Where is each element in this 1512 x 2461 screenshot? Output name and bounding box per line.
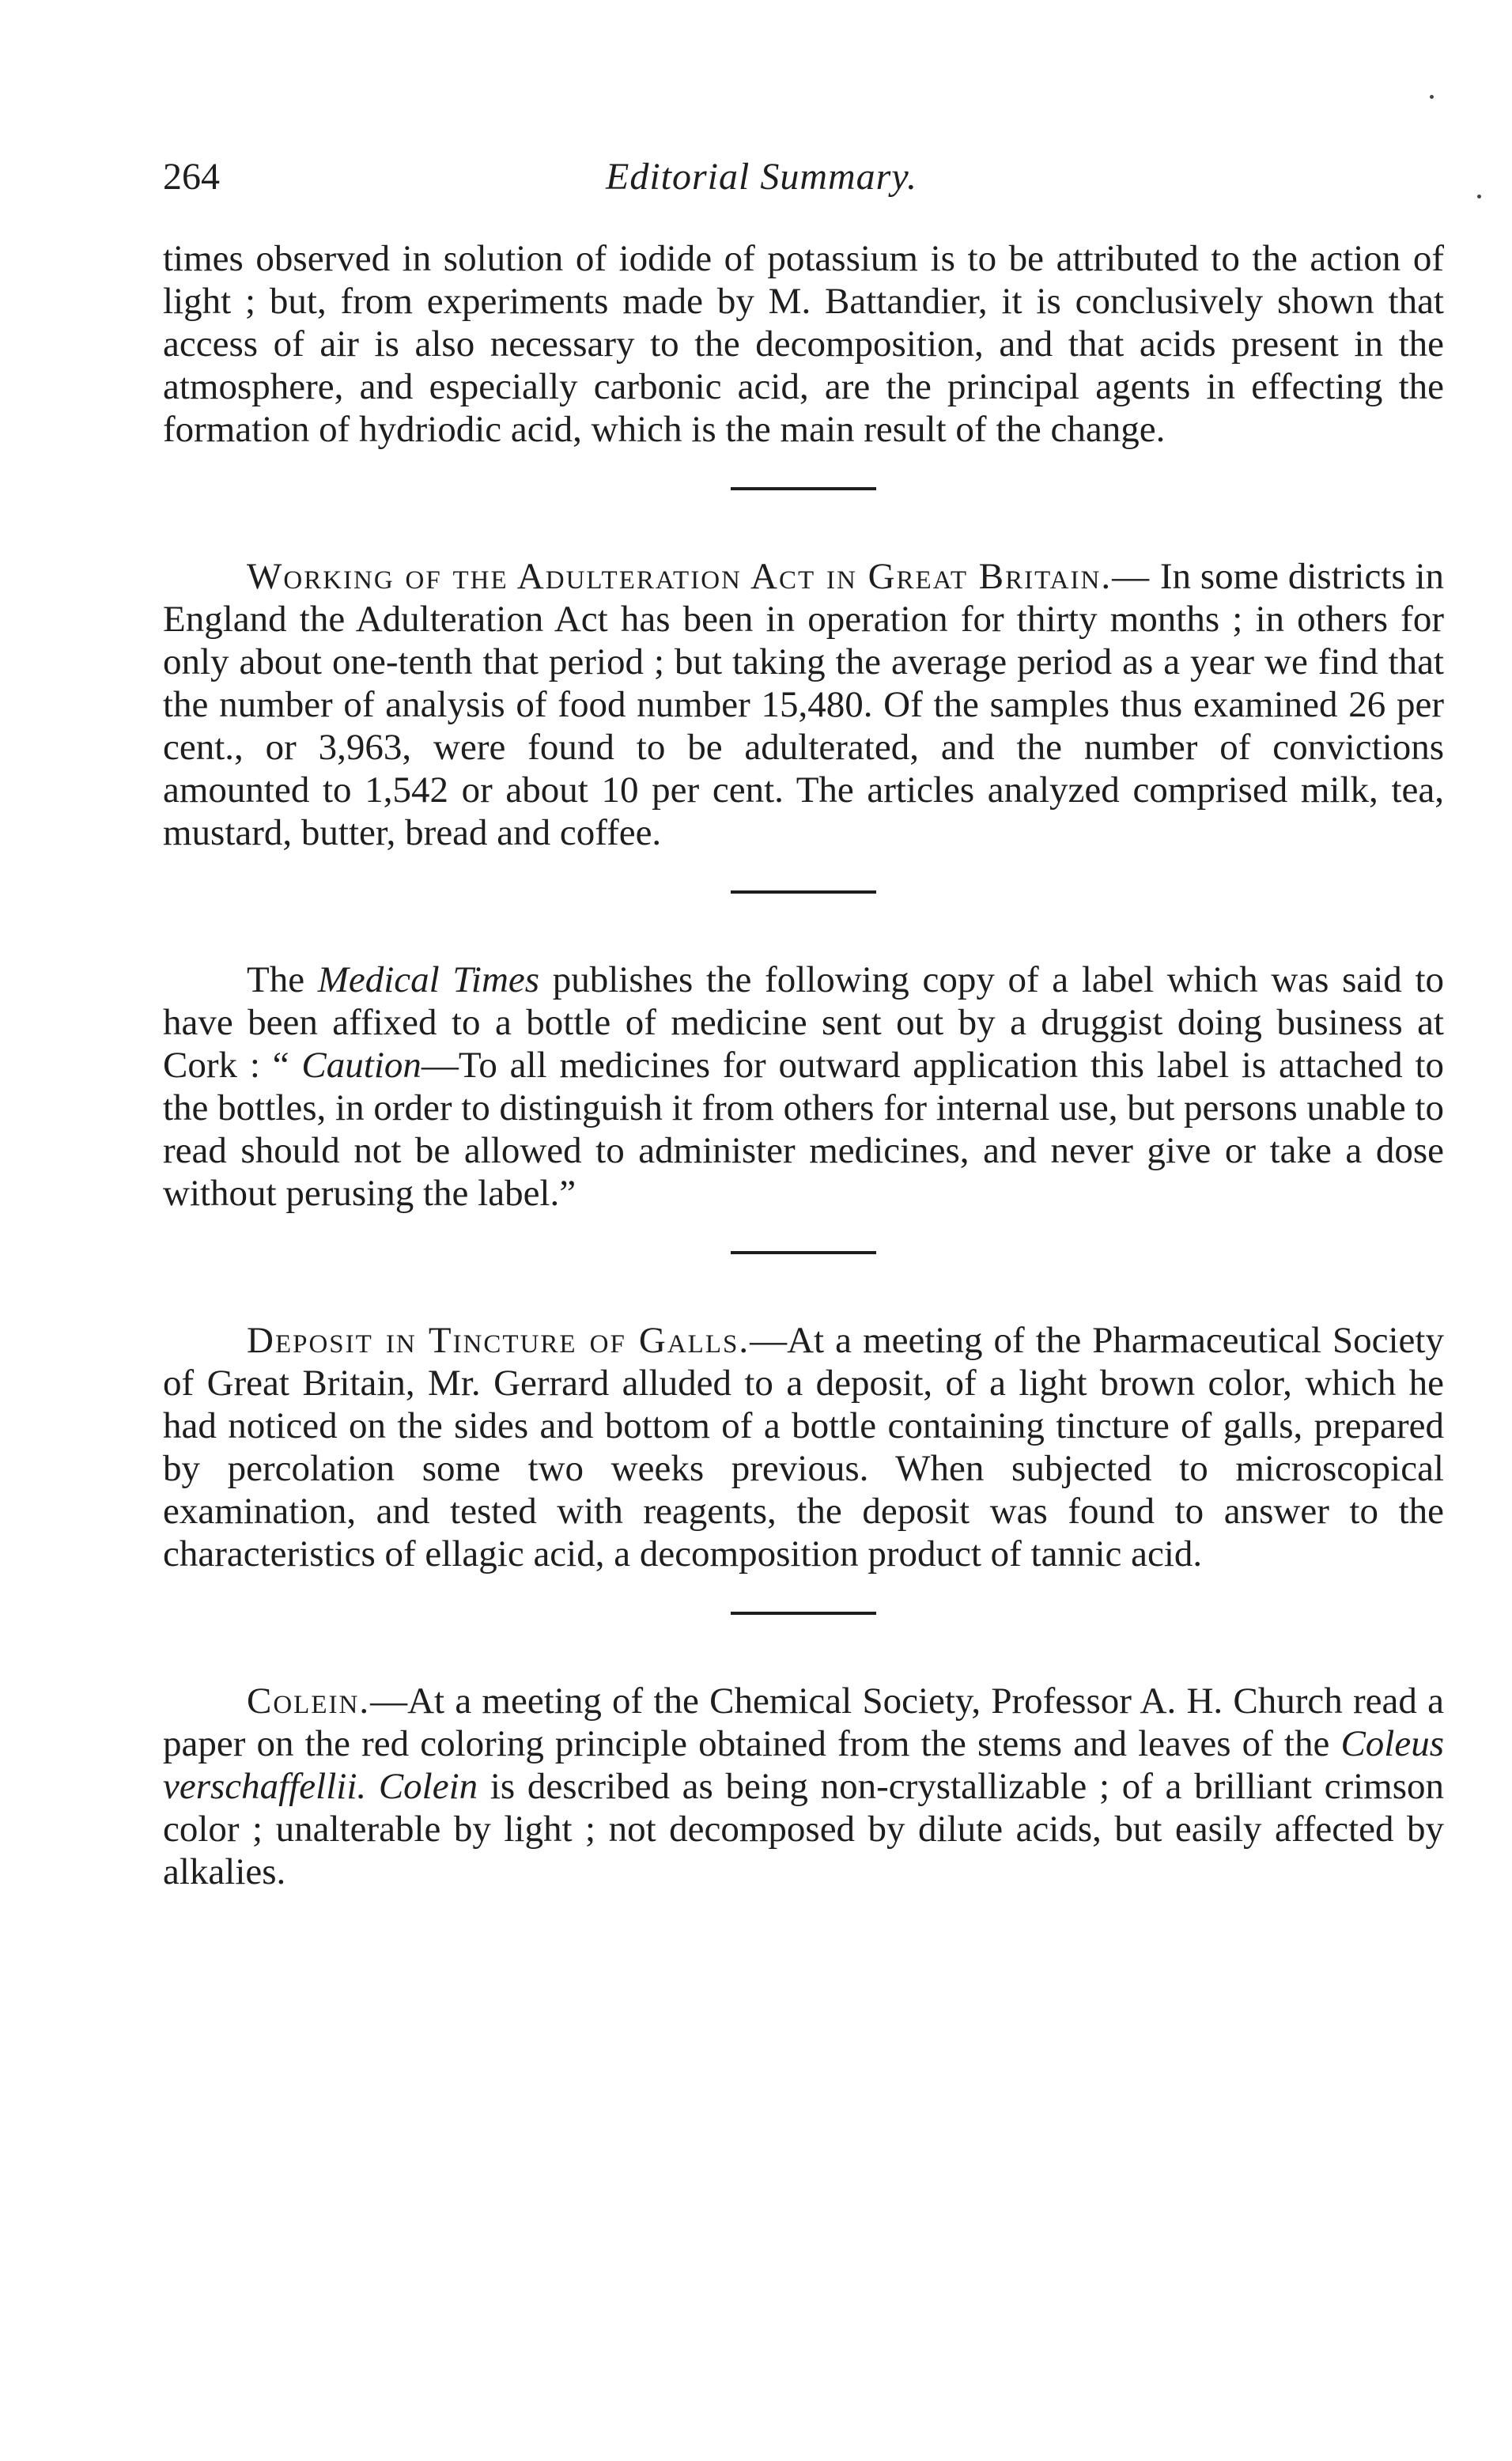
section-divider [163,451,1444,555]
paragraph-text: —At a meeting of the Pharmaceutical Society of Great Britain, Mr. Gerrard alluded to a deposit, of a light brown color, which he had noticed on the sides and bottom of a bottle containing tincture of galls, prepared by percolation some two weeks previous. When subjected to microscopical examination, and tested with reagents, the deposit was found to answer to the characteristics of ellagic acid, a decomposition product of tannic acid. [163,1320,1444,1575]
paragraph-text: —At a meeting of the Chemical Society, Professor A. H. Church read a paper on the red coloring principle obtained from the stems and leaves of the [163,1680,1444,1764]
paragraph-text: is described as being non-crystallizable ; of a brilliant crimson color ; unalterable by light ; not decomposed by dilute acids, but easily affected by alkalies. [163,1766,1444,1892]
section-divider [163,1575,1444,1680]
paragraph-medicine-label [163,958,1444,1215]
species-name: Coleus verschaffellii. [163,1723,1444,1807]
caution-word: Caution [301,1045,421,1086]
section-heading: Deposit in Tincture of Galls. [247,1320,750,1361]
page-body [163,237,1444,1893]
paragraph-text: —To all medicines for outward application this label is attached to the bottles, in order to distinguish it from others for internal use, but persons unable to read should not be allowed to administer medicines, and never give or take a dose without perusing the label.” [163,1045,1445,1214]
paragraph-text: The [247,959,318,1000]
paragraph-text: times observed in solution of iodide of potassium is to be attributed to the action of light ; but, from experiments made by M. Battandier, it is conclusively shown that access of air is also necessary to the decomposition, and that acids present in the atmosphere, and especially carbonic acid, are the principal agents in effecting the formation of hydriodic acid, which is the main result of the change. [163,238,1444,450]
page-header [163,155,1452,210]
section-divider [163,854,1444,958]
journal-title: Medical Times [317,959,540,1000]
paragraph-adulteration-act [163,555,1444,854]
section-divider [163,1215,1444,1319]
paragraph-iodide [163,237,1444,451]
paragraph-text [366,1766,379,1807]
running-title: Editorial Summary. [606,156,918,198]
paragraph-text: publishes the following copy of a label which was said to have been affixed to a bottle of medicine sent out by a druggist doing business at Cork : “ [163,959,1445,1086]
page-number: 264 [163,156,220,198]
ink-speck [1477,195,1481,198]
colein-term: Colein [378,1766,478,1807]
paragraph-text: In some districts in England the Adulteration Act has been in operation for thirty months ; in others for only about one-tenth that period ; but taking the average period as a year we find that the number of analysis of food number 15,480. Of the samples thus examined 26 per cent., or 3,963, were found to be adulterated, and the number of convictions amounted to 1,542 or about 10 per cent. The articles analyzed comprised milk, tea, mustard, butter, bread and coffee. [163,556,1445,853]
paragraph-tincture-of-galls [163,1319,1444,1575]
ink-speck [1430,95,1434,99]
paragraph-colein [163,1680,1444,1893]
section-heading: Colein. [247,1680,371,1722]
section-heading: Working of the Adulteration Act in Great Britain.— [247,556,1151,597]
